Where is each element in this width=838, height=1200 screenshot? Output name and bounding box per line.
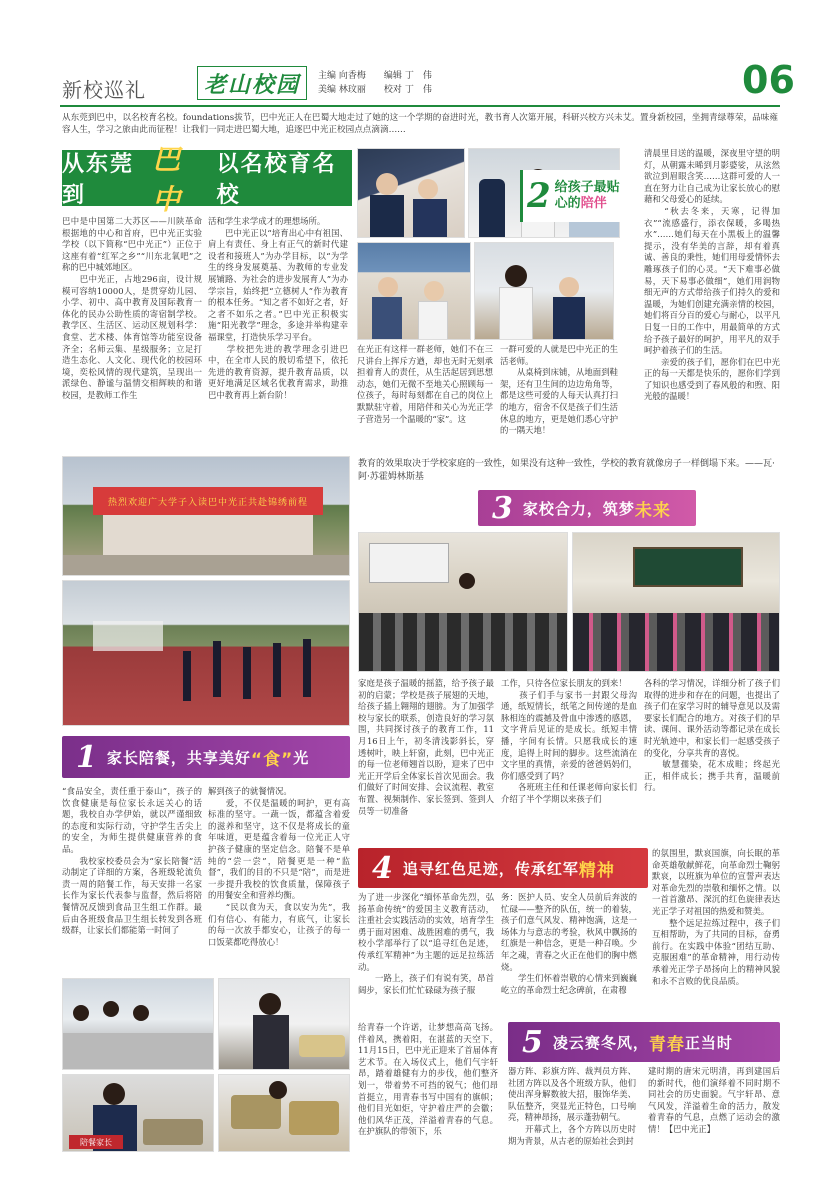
- newspaper-logo-text: 老山校园: [203, 71, 300, 98]
- section-2-title-line2: 心的: [554, 196, 581, 211]
- main-title-post: 以名校育名校: [216, 152, 337, 208]
- section-3-column-1: 家庭是孩子温暖的摇篮，给予孩子最初的启蒙；学校是孩子展翅的天地，给孩子插上翱翔的翅膀。为了加强学校与家长的联系，创造良好的学习氛围，共同探讨孩子的教育工作，11月16日上午，初冬清浅影斜长，穿透树叶，映上轩窗，此刻，巴中光正的每一位老师翘首以盼，迎来了巴中光正开学后全体家长首次见面会。我们做好了时间安排、会议流程、教室布置、视频制作、家长签到、签到人员等一切准备: [358, 678, 494, 816]
- photo-parent-meeting-hall: [358, 532, 568, 672]
- section-3-column-2: 工作，只待各位家长朋友的到来！ 孩子们手与家书一封跟父母沟通，纸短情长，纸笔之间传递的是血脉相连的震撼及骨血中渗透的感恩，文字背后见证的是成长。纸短丰情播，字间有长情。只愿我成长的速度，追得上时间的脚步。这些流淌在文字里的真情，亲爱的爸爸妈妈们，你们感受到了吗？ 各班班主任和任课老师向家长们介绍了半个学期以来孩子们: [501, 678, 637, 804]
- photo-campus-gate: [62, 456, 350, 576]
- photo-parent-with-tray: [62, 1074, 214, 1152]
- section-3-title: 家校合力，筑梦: [522, 499, 635, 518]
- section-1-number: 1: [76, 739, 97, 775]
- photo-students-dining: [62, 978, 214, 1070]
- section-2-heading: [520, 170, 638, 222]
- parent-meal-sign: 陪餐家长: [69, 1135, 123, 1149]
- section-1-highlight: “食”: [250, 749, 294, 770]
- section-4-heading: [358, 848, 648, 888]
- section-5-number: 5: [522, 1024, 543, 1060]
- section-3-number: 3: [492, 490, 513, 526]
- proof-value: 丁 伟: [404, 85, 432, 95]
- header-rule: [60, 105, 780, 107]
- intro-paragraph: 从东莞到巴中，以名校育名校。foundations拔节，巴中光正人在巴蜀大地走过了她的这一个学期的奋进时光，教书育人次第开展，科研兴校方兴未艾。置身新校园，坐拥青绿尊荣，品味雍容人生，学习之旅由此而征程！让我们一同走进巴蜀大地，追逐巴中光正校园点点滴滴……: [62, 113, 778, 135]
- section-1-title: 家长陪餐，共享美好: [106, 748, 251, 767]
- section-3-heading: [478, 490, 696, 526]
- editor-label: 主编: [318, 71, 337, 81]
- lead-column-1: 巴中是中国第二大苏区——川陕革命根据地的中心和首府，巴中光正实验学校（以下简称“巴中光正”）正位于这座有着“红军之乡”“川东北氧吧”之称的巴中城郊地区。 巴中光正，占地296亩，设计规模可容纳10000人，是贯穿幼儿园、小学、初中、高中教育及国际教育一体化的民办公助性质的寄宿制学校。教学区、生活区、运动区规划科学：食堂、艺术楼、体育馆等功能室设备齐全；名师云集、星级服务；立足打造生态化、人文化、现代化的校园环境，奕松风情的现代建筑，呈现出一派绿色、静谧与温情交相辉映的和谐校园，是教师工作生: [62, 216, 202, 400]
- editor-credits: [318, 69, 432, 97]
- section-1-column-1: “食品安全，责任重于泰山”，孩子的饮食健康是每位家长永远关心的话题，我校自办学伊始，就以严谨细致的态度和实际行动，守护学生舌尖上的安全，为师生提供健康营养的食品。 我校家校委员会为“家长陪餐”活动制定了详细的方案，各班级轮流负责一周的陪餐工作，每天安排一名家长作为家长代表参与监督，然后将陪餐情况反馈到食品卫生组工作群。最后由各班级食品卫生组长转发到各班级群，让家长们都能第一时间了: [62, 786, 202, 936]
- desk-value: 丁 伟: [404, 71, 432, 81]
- section-2-column-2: 一群可爱的人就是巴中光正的生活老师。 从桌椅到床铺，从地面到鞋架，还有卫生间的边边角角等，都是这些可爱的人每天认真打扫的地方，宿舍不仅是孩子们生活休息的地方，更是她们悉心守护的一隅天地！: [500, 344, 618, 436]
- photo-teacher-guiding: [474, 242, 614, 340]
- section-name: 新校巡礼: [62, 78, 146, 102]
- newspaper-logo: [197, 66, 307, 100]
- section-5-highlight: 青春: [648, 1034, 685, 1055]
- section-4-column-1: 为了进一步深化“缅怀革命先烈，弘扬革命传统”的爱国主义教育活动，注重社会实践活动的实效，培育学生勇于面对困难、战胜困难的勇气，我校小学部举行了以“追寻红色足迹，传承红军精神”为主题的远足拉练活动。 一路上，孩子们有说有笑，昂首阔步，家长们忙忙碌碌为孩子服: [358, 892, 494, 995]
- section-3-highlight: 未来: [634, 500, 671, 521]
- section-4-column-2: 务：医护人员、安全人员前后奔波的忙碌——整齐的队伍，统一的着装，孩子们意气风发、精神饱满，这是一场体力与意志的考验，秋风中飘扬的红旗是一种信念，更是一种召唤。少年之魂，青春之火正在他们的胸中燃烧。 学生们怀着崇敬的心情来到巍巍屹立的革命烈士纪念碑前，在肃穆: [501, 892, 637, 995]
- main-title-pre: 从东莞到: [62, 152, 135, 208]
- section-2-title-line1: 给孩子最贴: [554, 180, 620, 195]
- main-title: [62, 143, 352, 216]
- lead-column-2: 活和学生求学成才的理想场所。 巴中光正以“培育出心中有祖国、肩上有责任、身上有正气的新时代建设者和接班人”为办学目标，以“为学生的终身发展奠基、为教师的专业发展铺路、为社会的进步发展育人”为办学宗旨，始终把“立德树人”作为教育的根本任务。“知之者不如好之者，好之者不如乐之者。”巴中光正积极实施“阳光教学”理念，多途并举构建幸福课堂，打造快乐学习平台。 学校把先进的教学理念引进巴中，在全市人民的殷切希望下，依托先进的教育资源，提升教育品质，以更好地满足区域名优教育需求，助推巴中教育再上新台阶！: [208, 216, 348, 400]
- education-quote: 教育的效果取决于学校家庭的一致性，如果没有这种一致性，学校的教育就像房子一样倒塌下来。——瓦·阿·苏霍姆林斯基: [358, 459, 775, 482]
- photo-teacher-with-students: [357, 148, 465, 238]
- desk-label: 编辑: [383, 71, 402, 81]
- section-4-column-3: 的氛围里，默哀国旗，向长眠的革命英雄敬献鲜花，向革命烈士鞠躬默哀，以班旗为单位的宣誓声表达对革命先烈的崇敬和缅怀之情。以一首首激昂、深沉的红色旋律表达光正学子对祖国的热爱和赞美。 整个远足拉练过程中，孩子们互相帮助，为了共同的目标，奋勇前行。在实践中体验“团结互助、克服困难”的革命精神，用行动传承着光正学子昂扬向上的精神风貌和永不言败的优良品质。: [652, 848, 780, 986]
- section-2-number: 2: [527, 176, 551, 216]
- section-1-heading: [62, 736, 350, 778]
- section-3-column-3: 各科的学习情况，详细分析了孩子们取得的进步和存在的问题，也提出了孩子们在家学习时的辅导意见以及需要家长们配合的地方。对孩子们的早读、课间、课外活动等都记录在成长时光轨迹中，和家长们一起感受孩子的变化，分享共育的喜悦。 敏慧孺染，花木成畦；终起光正，相伴成长；携手共育，温暖前行。: [644, 678, 780, 793]
- section-5-heading: [508, 1022, 780, 1062]
- section-4-title: 追寻红色足迹，传承红军: [402, 859, 579, 878]
- page-number: 06: [742, 58, 795, 102]
- section-2-column-1: 在光正有这样一群老师，她们不在三尺讲台上挥斥方遒，却也无时无刻承担着育人的责任，从生活起居到思想动态，她们无微不至地关心照顾每一位孩子，每时每刻都在自己的岗位上默默驻守着，用陪伴和关心为光正学子营造另一个温暖的“家”。这: [357, 344, 493, 424]
- photo-classroom-parents: [572, 532, 780, 672]
- art-value: 林玟丽: [338, 85, 366, 95]
- section-1-title-post: 光: [293, 748, 310, 767]
- section-5-title: 凌云赛冬风，: [552, 1033, 649, 1052]
- proof-label: 校对: [383, 85, 402, 95]
- main-title-highlight: 巴中: [152, 143, 183, 216]
- section-5-column-2: 器方阵、彩旗方阵、裁判员方阵、社团方阵以及各个班级方队，他们使出浑身解数彼大招，服饰华美、队伍整齐，突显光正特色，口号响亮，精神昂扬，展示蓬勃朝气。 开幕式上，各个方阵以历史时期为背景，从古老的原始社会到封: [508, 1066, 636, 1146]
- section-2-title-highlight: 陪伴: [580, 196, 607, 211]
- photo-sports-parade: [62, 580, 350, 726]
- section-4-number: 4: [372, 850, 393, 886]
- art-label: 美编: [318, 85, 337, 95]
- section-5-title-post: 正当时: [684, 1033, 733, 1052]
- photo-dorm-staff: [357, 242, 471, 340]
- section-2-column-3: 清晨里目送的温暖，深夜里守望的明灯，从朝露未晞到月影婆娑，从泫然欲泣到眉眼含笑……这群可爱的人一直在努力让自己成为让家长放心的慰藉和父母爱心的延续。 “秋去冬来，天寒，记得加衣”“流感盛行，添衣保暖，多喝热水”……她们每天在小黑板上的温馨提示，没有华美的言辞，却有着真诚、善良的秉性，她们用母爱情怀去雕琢孩子们的心灵。“天下难事必做易，天下易事必做细”，她们用润物细无声的方式带给孩子们持久的爱和温暖，为她们创建充满亲情的校园，她们将百分百的爱心与耐心，以平凡日复一日的工作中，用最简单的方式给予孩子最好的呵护，用平凡的双手呵护着孩子们的生活。 亲爱的孩子们，愿你们在巴中光正的每一天都是快乐的，愿你们学到了知识也感受到了春风般的和煦、阳光般的温暖！: [644, 148, 780, 402]
- section-4-highlight: 精神: [578, 860, 615, 881]
- welcome-banner: 热烈欢迎广大学子入读巴中光正共赴锦绣前程: [93, 487, 323, 515]
- editor-value: 向香梅: [338, 71, 366, 81]
- photo-food-trays: [218, 1074, 350, 1152]
- section-5-column-3: 建时期的唐宋元明清，再到建国后的新时代，他们演绎着不同时期不同社会的历史面貌。气宇轩昂、意气风发，洋溢着生命的活力，散发着青春的气息，点燃了运动会的激情！【巴中光正】: [648, 1066, 780, 1134]
- section-5-column-1: 给青春一个许诺，让梦想高高飞扬。伴着风，携着阳，在湛蓝的天空下，11月15日，巴中光正迎来了首届体育艺术节。在入场仪式上，他们气宇轩昂，踏着雄健有力的步伐，他们整齐划一，带着势不可挡的锐气；他们昂首挺立，用青春书写中国有的旗帜；他们目光如炬，守护着庄严的会徽；他们风华正茂，洋溢着青春的气息。在护旗队的带领下，乐: [358, 1022, 498, 1137]
- photo-parent-tasting-food: [218, 978, 350, 1070]
- section-1-column-2: 解到孩子的就餐情况。 爱，不仅是温暖的呵护，更有高标准的坚守。一蔬一饭，都蕴含着爱的滋养和坚守，这不仅是将成长的童年味道，更是蕴含着每一位光正人守护孩子健康的坚定信念。陪餐不是单纯的“尝一尝”，陪餐更是一种“监督”，我们的目的不只是“陪”，而是进一步提升我校的饮食质量，保障孩子的用餐安全和营养均衡。 “民以食为天，食以安为先”，我们有信心、有能力，有底气，让家长的每一次放手都安心，让孩子的每一口饭菜都吃得放心！: [208, 786, 350, 947]
